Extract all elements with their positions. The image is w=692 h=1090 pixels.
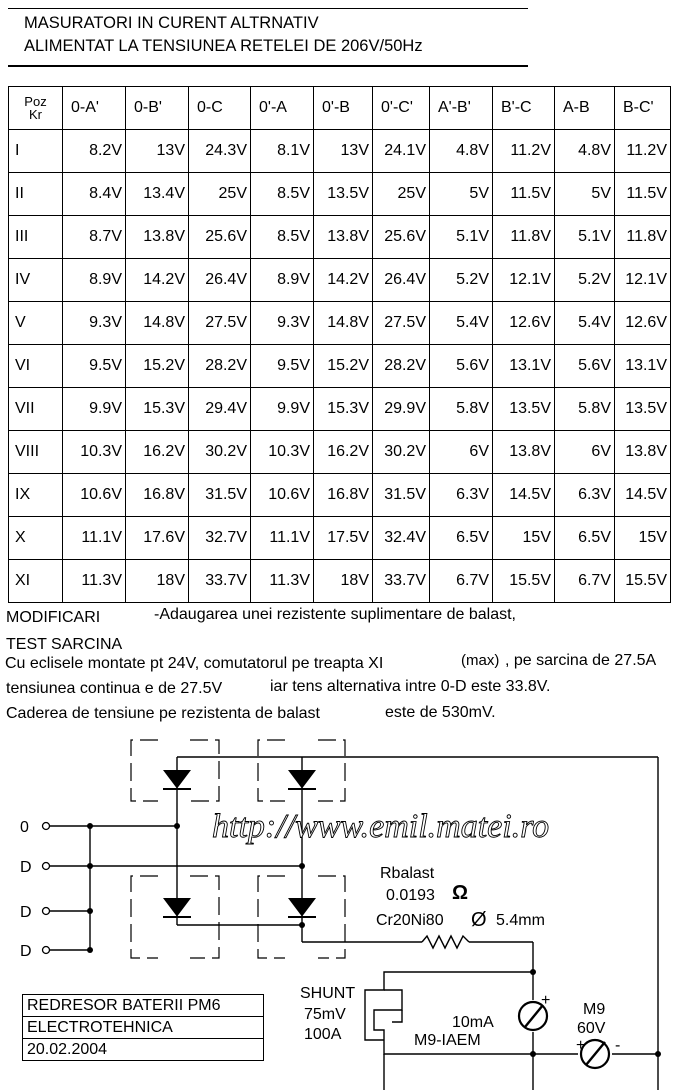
voltage-cell: 11.5V [615,173,671,216]
stamp-line3: 20.02.2004 [23,1039,264,1061]
voltage-cell: 8.7V [63,216,126,259]
wire-diameter: 5.4mm [496,912,545,929]
column-header: 0'-B [314,87,373,130]
voltage-cell: 28.2V [373,345,430,388]
terminal-circles [43,823,50,954]
voltage-cell: 25.6V [189,216,251,259]
voltage-cell: 14.2V [126,259,189,302]
voltage-cell: 33.7V [189,560,251,603]
voltage-cell: 6V [555,431,615,474]
voltage-cell: 5.1V [555,216,615,259]
position-cell: XI [9,560,63,603]
voltage-cell: 11.1V [63,517,126,560]
voltage-cell: 11.2V [615,130,671,173]
voltage-cell: 16.8V [314,474,373,517]
position-cell: III [9,216,63,259]
voltage-cell: 11.8V [493,216,555,259]
shunt-label: SHUNT [300,985,356,1002]
position-cell: X [9,517,63,560]
voltage-cell: 16.8V [126,474,189,517]
voltage-cell: 32.4V [373,517,430,560]
voltage-cell: 6.3V [430,474,493,517]
column-header: 0'-A [251,87,314,130]
voltage-cell: 13.1V [615,345,671,388]
meter2-model: M9 [583,1001,606,1018]
diode-bottom-left-icon [163,899,191,917]
voltage-cell: 9.9V [63,388,126,431]
voltage-cell: 8.9V [251,259,314,302]
voltage-cell: 24.1V [373,130,430,173]
voltage-cell: 31.5V [373,474,430,517]
voltage-cell: 6.7V [555,560,615,603]
voltage-cell: 15V [493,517,555,560]
voltage-cell: 25V [373,173,430,216]
voltage-cell: 11.1V [251,517,314,560]
diode-top-left-icon [163,771,191,789]
terminal-label-0: 0 [20,819,29,836]
watermark: http://www.emil.matei.ro [212,808,550,845]
voltage-cell: 15.3V [126,388,189,431]
voltage-cell: 9.5V [251,345,314,388]
voltage-cell: 31.5V [189,474,251,517]
voltage-cell: 5.8V [555,388,615,431]
voltage-cell: 14.2V [314,259,373,302]
voltage-cell: 17.6V [126,517,189,560]
voltage-cell: 28.2V [189,345,251,388]
voltage-cell: 13.5V [314,173,373,216]
position-cell: VIII [9,431,63,474]
column-header: A'-B' [430,87,493,130]
position-cell: VI [9,345,63,388]
voltage-cell: 16.2V [314,431,373,474]
voltage-cell: 15.5V [493,560,555,603]
meter2-plus: + [576,1037,586,1054]
voltage-cell: 11.3V [63,560,126,603]
page-title-line1: MASURATORI IN CURENT ALTRNATIV [24,14,319,32]
voltage-cell: 30.2V [189,431,251,474]
position-cell: IV [9,259,63,302]
rbalast-value: 0.0193 [386,887,435,904]
voltage-cell: 13V [314,130,373,173]
voltage-cell: 13.1V [493,345,555,388]
voltage-cell: 18V [314,560,373,603]
voltage-cell: 12.1V [615,259,671,302]
meter1-range: 10mA [452,1014,494,1031]
voltage-cell: 8.5V [251,216,314,259]
page-title-line2: ALIMENTAT LA TENSIUNEA RETELEI DE 206V/50Hz [24,37,423,55]
voltage-cell: 12.6V [493,302,555,345]
voltage-cell: 26.4V [189,259,251,302]
test-line1b: (max) [461,652,500,669]
voltage-cell: 14.8V [126,302,189,345]
meter1-plus: + [541,992,551,1009]
voltage-cell: 15.5V [615,560,671,603]
voltage-cell: 8.9V [63,259,126,302]
test-line2a: tensiunea continua e de 27.5V [6,680,223,697]
voltage-cell: 13.8V [493,431,555,474]
meter1-model: M9-IAEM [414,1032,481,1049]
voltage-cell: 15.2V [126,345,189,388]
voltage-cell: 32.7V [189,517,251,560]
voltage-cell: 9.5V [63,345,126,388]
test-sarcina-label: TEST SARCINA [6,636,123,653]
voltage-cell: 16.2V [126,431,189,474]
voltage-cell: 9.3V [63,302,126,345]
voltage-cell: 27.5V [189,302,251,345]
voltage-cell: 8.5V [251,173,314,216]
voltage-cell: 13.5V [493,388,555,431]
terminal-label-d1: D [20,859,32,876]
modificari-label: MODIFICARI [6,609,101,626]
column-header: 0-A' [63,87,126,130]
voltage-cell: 5V [555,173,615,216]
voltage-cell: 8.4V [63,173,126,216]
voltage-cell: 5.2V [430,259,493,302]
voltage-cell: 11.2V [493,130,555,173]
meter2-minus: - [615,1037,621,1054]
diode-top-right-icon [288,771,316,789]
voltage-cell: 5.6V [430,345,493,388]
corner-header-text: Kr [29,107,42,122]
terminal-label-d3: D [20,943,32,960]
test-line1a: Cu eclisele montate pt 24V, comutatorul pe treapta XI [5,655,384,672]
test-line2b: iar tens alternativa intre 0-D este 33.8V. [270,678,551,695]
voltage-cell: 10.3V [63,431,126,474]
voltage-cell: 12.6V [615,302,671,345]
voltage-cell: 10.6V [63,474,126,517]
voltage-cell: 25V [189,173,251,216]
voltage-cell: 33.7V [373,560,430,603]
column-header: 0-B' [126,87,189,130]
position-cell: V [9,302,63,345]
voltage-cell: 5.1V [430,216,493,259]
corner-header-text: Poz [24,94,47,109]
voltage-cell: 4.8V [555,130,615,173]
modificari-text: -Adaugarea unei rezistente suplimentare de balast, [154,606,516,623]
voltage-cell: 29.9V [373,388,430,431]
voltage-cell: 10.3V [251,431,314,474]
voltage-cell: 11.5V [493,173,555,216]
stamp-line2: ELECTROTEHNICA [23,1017,264,1039]
voltage-cell: 15.2V [314,345,373,388]
diode-bottom-right-icon [288,899,316,917]
voltage-cell: 17.5V [314,517,373,560]
title-block [22,994,264,1061]
voltage-cell: 5.4V [555,302,615,345]
voltage-cell: 6.5V [555,517,615,560]
test-line3a: Caderea de tensiune pe rezistenta de balast [6,705,320,722]
test-line1c: , pe sarcina de 27.5A [505,652,657,669]
shunt-current: 100A [304,1026,342,1043]
voltage-cell: 13.4V [126,173,189,216]
voltage-cell: 13.8V [126,216,189,259]
voltage-cell: 6.3V [555,474,615,517]
voltage-cell: 30.2V [373,431,430,474]
voltage-cell: 4.8V [430,130,493,173]
voltage-cell: 13V [126,130,189,173]
voltage-cell: 6V [430,431,493,474]
voltage-cell: 11.8V [615,216,671,259]
meter2-range: 60V [577,1020,606,1037]
position-cell: VII [9,388,63,431]
voltage-cell: 10.6V [251,474,314,517]
voltage-cell: 8.2V [63,130,126,173]
column-header: B-C' [615,87,671,130]
rbalast-label: Rbalast [380,865,435,882]
stamp-line1: REDRESOR BATERII PM6 [23,995,264,1017]
voltage-cell: 11.3V [251,560,314,603]
shunt-voltage: 75mV [304,1006,346,1023]
column-header: B'-C [493,87,555,130]
wire-material: Cr20Ni80 [376,912,444,929]
terminal-label-d2: D [20,904,32,921]
voltage-cell: 12.1V [493,259,555,302]
voltage-cell: 9.3V [251,302,314,345]
voltage-cell: 13.5V [615,388,671,431]
voltage-cell: 5V [430,173,493,216]
voltage-cell: 13.8V [314,216,373,259]
voltage-cell: 5.6V [555,345,615,388]
voltage-cell: 5.2V [555,259,615,302]
voltage-cell: 24.3V [189,130,251,173]
voltage-cell: 27.5V [373,302,430,345]
voltage-cell: 6.5V [430,517,493,560]
voltage-cell: 25.6V [373,216,430,259]
position-cell: II [9,173,63,216]
test-line3b: este de 530mV. [385,704,496,721]
voltage-cell: 14.5V [615,474,671,517]
diameter-symbol: Ø [471,909,487,931]
voltage-cell: 5.4V [430,302,493,345]
voltage-cell: 8.1V [251,130,314,173]
voltage-cell: 14.5V [493,474,555,517]
ohm-symbol: Ω [452,882,469,904]
position-cell: IX [9,474,63,517]
voltage-cell: 26.4V [373,259,430,302]
position-cell: I [9,130,63,173]
voltage-cell: 15.3V [314,388,373,431]
voltage-cell: 18V [126,560,189,603]
column-header: 0'-C' [373,87,430,130]
voltage-cell: 5.8V [430,388,493,431]
voltage-cell: 9.9V [251,388,314,431]
column-header: A-B [555,87,615,130]
voltage-cell: 29.4V [189,388,251,431]
voltage-cell: 13.8V [615,431,671,474]
voltage-cell: 6.7V [430,560,493,603]
voltage-cell: 14.8V [314,302,373,345]
voltage-cell: 15V [615,517,671,560]
column-header: 0-C [189,87,251,130]
